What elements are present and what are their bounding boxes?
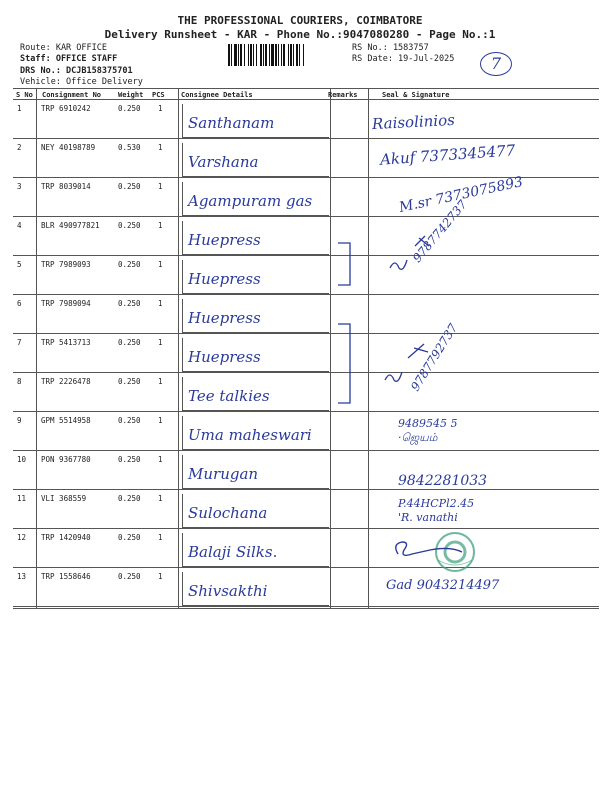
barcode xyxy=(228,44,346,66)
route-label: Route: KAR OFFICE xyxy=(20,43,107,53)
row-pcs: 1 xyxy=(158,533,163,542)
row-consignment: TRP 2226478 xyxy=(41,377,91,386)
row-weight: 0.250 xyxy=(118,533,141,542)
row-sno: 12 xyxy=(17,533,27,542)
row-pcs: 1 xyxy=(158,377,163,386)
row-consignee: Huepress xyxy=(188,270,261,288)
row-weight: 0.250 xyxy=(118,455,141,464)
row-consignee: Balaji Silks. xyxy=(188,543,278,561)
row-consignee: Shivsakthi xyxy=(188,582,268,600)
row-consignee: Uma maheswari xyxy=(188,426,312,444)
row-sno: 2 xyxy=(17,143,22,152)
row-consignee: Agampuram gas xyxy=(188,192,313,210)
consignee-box xyxy=(182,338,329,372)
row-consignment: PON 9367780 xyxy=(41,455,91,464)
row-pcs: 1 xyxy=(158,104,163,113)
row-sno: 11 xyxy=(17,494,27,503)
consignee-box xyxy=(182,221,329,255)
consignee-box xyxy=(182,299,329,333)
row-sno: 13 xyxy=(17,572,27,581)
row-divider xyxy=(13,450,599,451)
col-header-sno: S No xyxy=(16,91,33,99)
row-signature: M.sr 7373075893 xyxy=(397,174,525,216)
consignee-box xyxy=(182,104,329,138)
row-sno: 10 xyxy=(17,455,27,464)
rs-date-label: RS Date: 19-Jul-2025 xyxy=(352,54,455,64)
row-weight: 0.250 xyxy=(118,377,141,386)
row-sno: 9 xyxy=(17,416,22,425)
row-divider xyxy=(13,372,599,373)
row-divider xyxy=(13,216,599,217)
row-sno: 7 xyxy=(17,338,22,347)
col-header-remarks: Remarks xyxy=(328,91,358,99)
row-consignment: TRP 5413713 xyxy=(41,338,91,347)
row-consignee: Huepress xyxy=(188,309,261,327)
signature-scribble-icon xyxy=(390,536,470,566)
group-signature-1: 9787742737 xyxy=(410,197,470,265)
row-consignee: Huepress xyxy=(188,348,261,366)
row-consignment: GPM 5514958 xyxy=(41,416,91,425)
row-pcs: 1 xyxy=(158,338,163,347)
row-signature: 9489545 5 ·ஜெயம் xyxy=(398,417,458,445)
row-pcs: 1 xyxy=(158,416,163,425)
row-weight: 0.250 xyxy=(118,221,141,230)
consignee-box xyxy=(182,182,329,216)
row-sno: 6 xyxy=(17,299,22,308)
row-divider xyxy=(13,567,599,568)
row-weight: 0.250 xyxy=(118,494,141,503)
consignee-box xyxy=(182,533,329,567)
row-divider xyxy=(13,489,599,490)
row-pcs: 1 xyxy=(158,455,163,464)
bracket-icon xyxy=(330,318,360,408)
col-header-weight: Weight xyxy=(118,91,144,99)
row-weight: 0.250 xyxy=(118,416,141,425)
row-signature: Raisolinios xyxy=(371,110,456,134)
consignee-box xyxy=(182,143,329,177)
row-pcs: 1 xyxy=(158,260,163,269)
row-pcs: 1 xyxy=(158,494,163,503)
company-title: THE PROFESSIONAL COURIERS, COIMBATORE xyxy=(177,14,423,27)
row-weight: 0.250 xyxy=(118,182,141,191)
row-divider xyxy=(13,294,599,295)
consignee-box xyxy=(182,416,329,450)
drs-label: DRS No.: DCJB158375701 xyxy=(20,66,133,76)
consignee-box xyxy=(182,260,329,294)
row-consignment: TRP 8039014 xyxy=(41,182,91,191)
row-sno: 8 xyxy=(17,377,22,386)
row-divider xyxy=(13,606,599,607)
row-divider xyxy=(13,333,599,334)
row-divider xyxy=(13,138,599,139)
bracket-icon xyxy=(330,235,360,290)
row-pcs: 1 xyxy=(158,572,163,581)
staff-label: Staff: OFFICE STAFF xyxy=(20,54,118,64)
group-signature-2: 9787792737 xyxy=(408,321,461,394)
row-consignment: NEY 40198789 xyxy=(41,143,96,152)
row-consignee: Sulochana xyxy=(188,504,268,522)
consignee-box xyxy=(182,572,329,606)
row-divider xyxy=(13,255,599,256)
row-divider xyxy=(13,528,599,529)
row-consignment: BLR 490977821 xyxy=(41,221,100,230)
col-header-seal: Seal & Signature xyxy=(382,91,450,99)
col-header-pcs: PCS xyxy=(152,91,165,99)
row-pcs: 1 xyxy=(158,221,163,230)
row-pcs: 1 xyxy=(158,299,163,308)
row-consignment: TRP 7989094 xyxy=(41,299,91,308)
row-consignee: Murugan xyxy=(188,465,259,483)
row-sno: 3 xyxy=(17,182,22,191)
row-signature: 9842281033 xyxy=(398,473,488,489)
consignee-box xyxy=(182,494,329,528)
row-weight: 0.250 xyxy=(118,572,141,581)
col-header-consignment: Consignment No xyxy=(42,91,102,99)
row-consignment: TRP 1420940 xyxy=(41,533,91,542)
vehicle-label: Vehicle: Office Delivery xyxy=(20,77,143,87)
row-consignment: TRP 7989093 xyxy=(41,260,91,269)
row-consignee: Varshana xyxy=(188,153,259,171)
row-weight: 0.250 xyxy=(118,260,141,269)
runsheet-title: Delivery Runsheet - KAR - Phone No.:9047080280 - Page No.:1 xyxy=(104,28,496,41)
row-consignee: Huepress xyxy=(188,231,261,249)
col-header-consignee: Consignee Details xyxy=(181,91,253,99)
row-weight: 0.250 xyxy=(118,299,141,308)
row-consignment: VLI 368559 xyxy=(41,494,87,503)
row-sno: 1 xyxy=(17,104,22,113)
row-signature: Gad 9043214497 xyxy=(386,578,500,593)
row-divider xyxy=(13,411,599,412)
consignee-box xyxy=(182,455,329,489)
row-signature: P.44HCPl2.45 'R. vanathi xyxy=(398,497,475,525)
row-signature: Akuf 7373345477 xyxy=(379,141,516,169)
row-consignment: TRP 6910242 xyxy=(41,104,91,113)
row-pcs: 1 xyxy=(158,182,163,191)
row-consignee: Tee talkies xyxy=(188,387,270,405)
row-weight: 0.530 xyxy=(118,143,141,152)
row-pcs: 1 xyxy=(158,143,163,152)
rs-no-label: RS No.: 1583757 xyxy=(352,43,429,53)
row-consignee: Santhanam xyxy=(188,114,275,132)
row-sno: 5 xyxy=(17,260,22,269)
row-consignment: TRP 1558646 xyxy=(41,572,91,581)
row-weight: 0.250 xyxy=(118,104,141,113)
consignee-box xyxy=(182,377,329,411)
row-sno: 4 xyxy=(17,221,22,230)
handwritten-page-count: 7 xyxy=(480,52,512,76)
row-weight: 0.250 xyxy=(118,338,141,347)
